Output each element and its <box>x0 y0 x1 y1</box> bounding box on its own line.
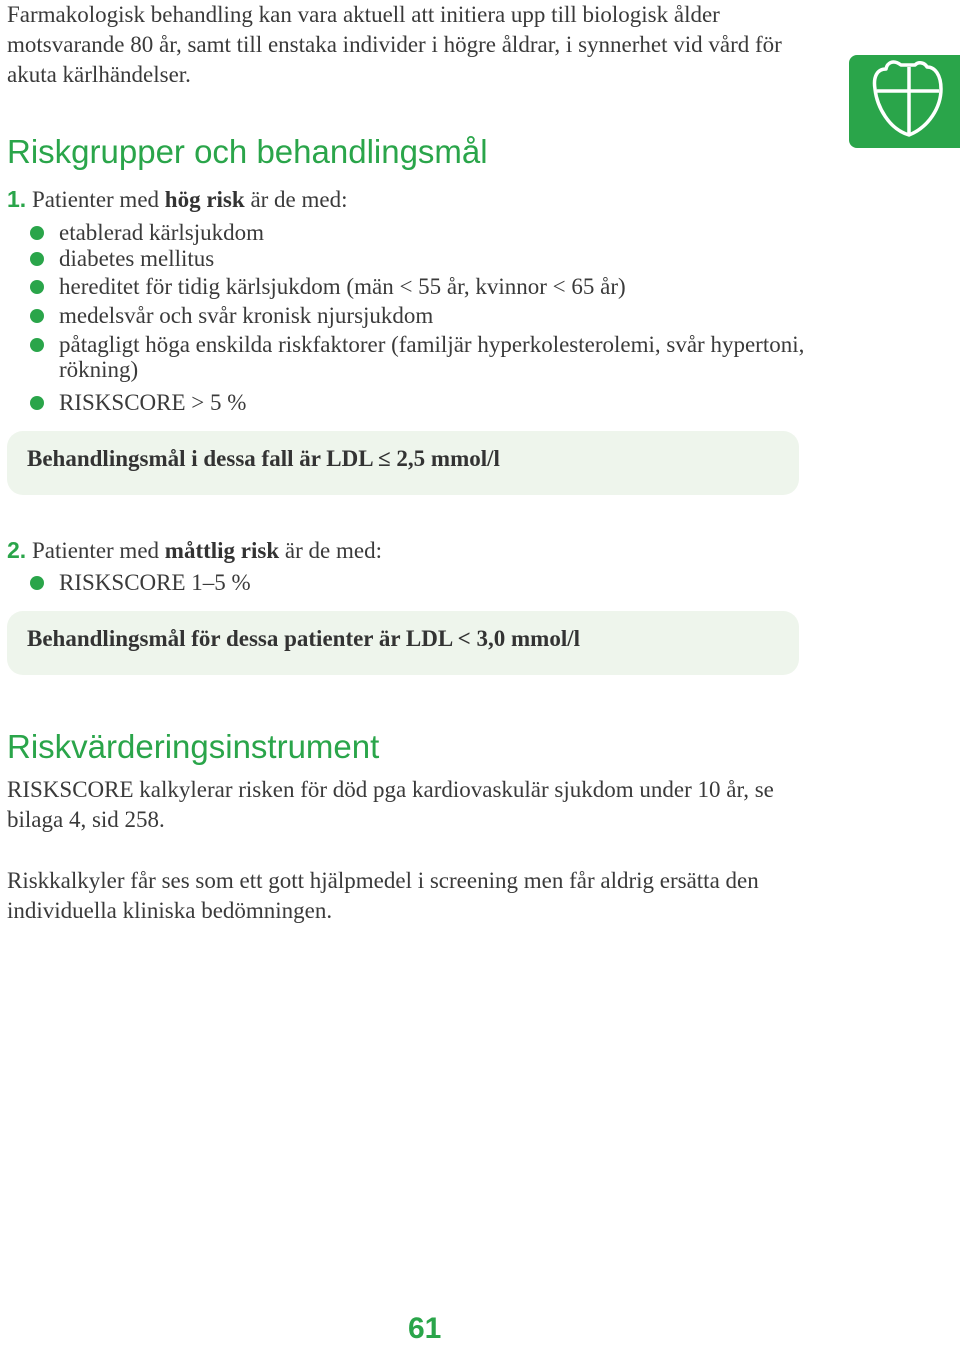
section-heading-riskvardering: Riskvärderingsinstrument <box>7 728 380 765</box>
bullet-icon <box>30 309 44 323</box>
group2-intro <box>7 537 382 564</box>
list-item-text: RISKSCORE > 5 % <box>59 390 247 415</box>
treatment-goal-1: Behandlingsmål i dessa fall är LDL ≤ 2,5 mmol/l <box>27 446 500 471</box>
group1-emphasis: hög risk <box>164 187 245 212</box>
group1-intro <box>7 186 348 213</box>
treatment-goal-box-2 <box>7 611 799 675</box>
group2-list <box>30 570 810 595</box>
list-item-text: RISKSCORE 1–5 % <box>59 570 251 595</box>
list-item-text: diabetes mellitus <box>59 246 215 271</box>
section-tab <box>849 55 960 148</box>
treatment-goal-box-1 <box>7 431 799 495</box>
group1-number: 1. <box>7 186 27 212</box>
group1-prefix: Patienter med <box>26 187 165 212</box>
group1-list <box>30 220 810 415</box>
bullet-icon <box>30 576 44 590</box>
group1-suffix: är de med: <box>244 187 348 212</box>
list-item <box>30 246 810 271</box>
bullet-icon <box>30 338 44 352</box>
group2-suffix: är de med: <box>279 538 382 563</box>
group2-number: 2. <box>7 537 27 563</box>
group2-prefix: Patienter med <box>26 538 165 563</box>
bullet-icon <box>30 280 44 294</box>
intro-paragraph: Farmakologisk behandling kan vara aktuell att initiera upp till biologisk ålder motsvarande 80 år, samt till enstaka individer i högre åldrar, i synnerhet vid vård för akuta kärlhändelser. <box>7 2 782 87</box>
group2-emphasis: måttlig risk <box>164 538 280 563</box>
treatment-goal-2: Behandlingsmål för dessa patienter är LDL < 3,0 mmol/l <box>27 626 581 651</box>
riskscore-paragraph: RISKSCORE kalkylerar risken för död pga kardiovaskulär sjukdom under 10 år, se bilaga 4, sid 258. <box>7 777 774 832</box>
list-item <box>30 303 810 328</box>
page-number: 61 <box>408 1312 442 1345</box>
riskkalkyler-paragraph: Riskkalkyler får ses som ett gott hjälpmedel i screening men får aldrig ersätta den individuella kliniska bedömningen. <box>7 868 759 923</box>
list-item <box>30 274 810 299</box>
list-item <box>30 570 810 595</box>
bullet-icon <box>30 252 44 266</box>
list-item-text: hereditet för tidig kärlsjukdom (män < 55 år, kvinnor < 65 år) <box>59 274 626 299</box>
list-item <box>30 332 810 382</box>
bullet-icon <box>30 226 44 240</box>
heart-icon <box>849 55 960 148</box>
bullet-icon <box>30 396 44 410</box>
section-heading-riskgrupper: Riskgrupper och behandlingsmål <box>7 133 488 170</box>
list-item <box>30 390 810 415</box>
list-item-text: etablerad kärlsjukdom <box>59 220 265 245</box>
list-item-text: påtagligt höga enskilda riskfaktorer (familjär hyperkolesterolemi, svår hypertoni, rökning) <box>59 332 805 382</box>
list-item-text: medelsvår och svår kronisk njursjukdom <box>59 303 434 328</box>
list-item <box>30 220 810 245</box>
